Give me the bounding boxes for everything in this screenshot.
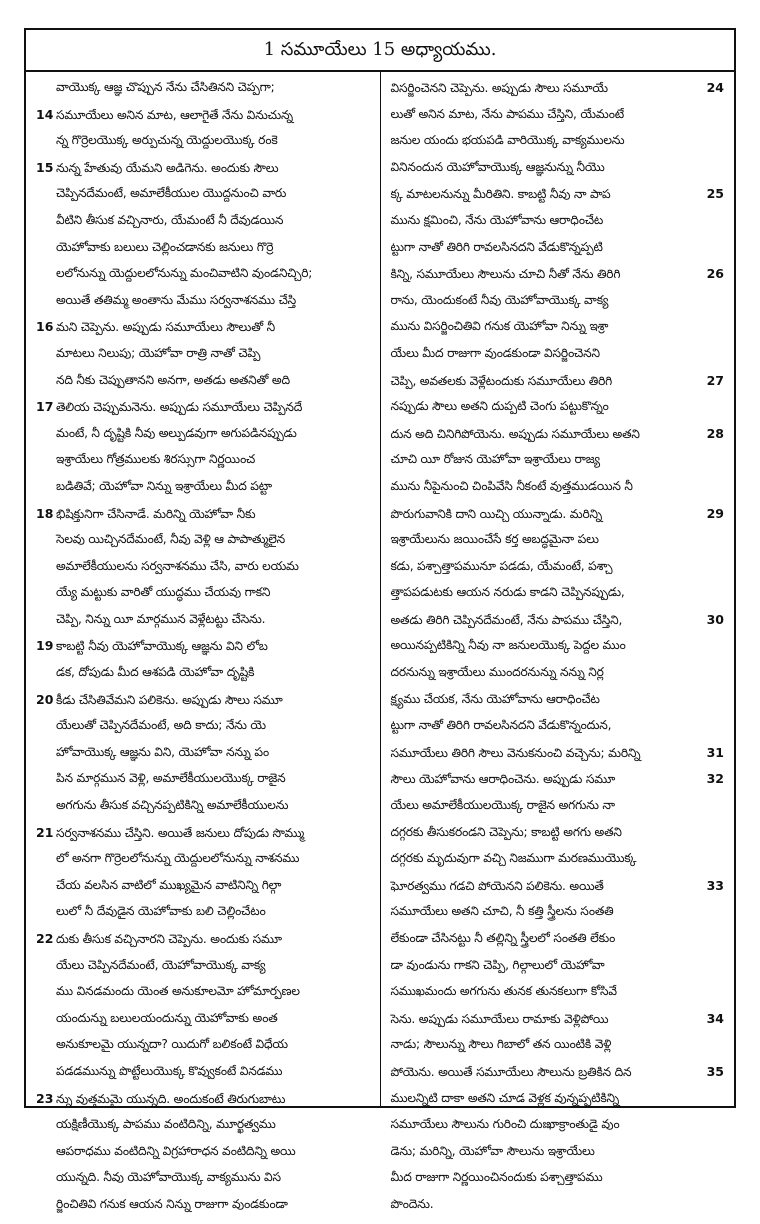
text-line (391, 984, 725, 1011)
text-line (36, 266, 370, 293)
verse-text: బడితివే; యెహోవా నిన్ను ఇశ్రాయేలు మీద పట్టా (56, 478, 272, 493)
verse-text: మంటే, నీ దృష్టికి నీవు అల్పుడవుగా అగుపడినప్పుడు (56, 425, 297, 440)
verse-text: త్తాపపడుటకు ఆయన నరుడు కాడని చెప్పినప్పుడు, (390, 585, 625, 600)
text-line (36, 506, 370, 533)
verse-text: యెహోవాకు బలులు చెల్లించడానకు జనులు గొర్రె (56, 239, 274, 254)
text-line (391, 1144, 725, 1171)
verse-number: 22 (36, 931, 54, 946)
verse-text: అగగును తీసుక వచ్చినప్పటికిన్ని అమాలేకీయులను (56, 798, 289, 813)
verse-text: సర్వనాశనము చేస్తిని. అయితే జనులు దోపుడు సొమ్ము (56, 825, 305, 840)
text-line (391, 745, 725, 772)
text-line (36, 692, 370, 719)
verse-text: అతడు తిరిగి చెప్పినదేమంటే, నేను పాపము చేస్తిని, (390, 612, 623, 627)
text-line (391, 506, 725, 533)
text-line (391, 612, 725, 639)
text-line (36, 1117, 370, 1144)
verse-text: నది నీకు చెప్పుతానని అనగా, అతడు అతనితో అది (56, 372, 290, 387)
verse-text: మును విసర్జించితివి గనుక యెహోవా నిన్ను ఇశ్రా (390, 319, 609, 334)
verse-text: నున్న హేతువు యేమని అడిగెను. అందుకు సౌలు (56, 160, 279, 175)
verse-text: భిషిక్తునిగా చేసినాడే. మరిన్ని యెహోవా నీకు (56, 506, 256, 521)
verse-text: డా వుండును గాకని చెప్పి, గిల్గాలులో యెహోవా (390, 957, 605, 972)
verse-text: యేలు చెప్పినదేమంటే, యెహోవాయొక్క వాక్య (56, 957, 266, 972)
text-line (391, 1170, 725, 1197)
text-line (391, 293, 725, 320)
verse-text: విసర్జించెనని చెప్పెను. అప్పుడు సౌలు సమూయే (390, 81, 608, 95)
text-line (391, 638, 725, 665)
text-line (36, 426, 370, 453)
verse-text: అయినప్పటికిన్ని నీవు నా జనులయొక్క పెద్దల ముం (390, 638, 626, 653)
verse-number: 16 (36, 319, 54, 335)
text-line (36, 718, 370, 745)
text-line (391, 1011, 725, 1038)
text-line (36, 612, 370, 639)
text-line (36, 958, 370, 985)
text-line (391, 585, 725, 612)
text-line (391, 958, 725, 985)
text-line (36, 798, 370, 825)
verse-text: దున అది చినిగిపోయెను. అప్పుడు సమూయేలు అతని (390, 426, 640, 441)
text-line (36, 479, 370, 506)
verse-text: డక, దోపుడు మీద ఆశపడి యెహోవా దృష్టికి (56, 665, 255, 680)
verse-text: క్ష్యము చేయక, నేను యెహోవాను ఆరాధించేట (390, 691, 600, 706)
verse-text: సెను. అప్పుడు సమూయేలు రామాకు వెళ్లిపోయి (390, 1011, 609, 1026)
verse-text: కాబట్టి నీవు యెహోవాయొక్క ఆజ్ఞను విని లోబ (56, 639, 268, 654)
verse-text: వీటిని తీసుక వచ్చినారు, యేమంటే నీ దేవుడయిన (56, 212, 284, 227)
verse-text: యేలు అమాలేకీయులయొక్క రాజైన అగగును నా (390, 798, 615, 813)
verse-text: పోయెను. అయితే సమూయేలు సౌలును బ్రతికిన దిన (390, 1064, 632, 1079)
verse-text: యందున్ను బలులయందున్ను యెహోవాకు అంత (56, 1010, 278, 1025)
text-line (36, 452, 370, 479)
verse-number: 34 (706, 1010, 724, 1026)
text-line (391, 1064, 725, 1091)
text-line (36, 1197, 370, 1224)
text-line (391, 851, 725, 878)
text-line (36, 532, 370, 559)
verse-number: 21 (36, 824, 54, 840)
right-column (380, 72, 735, 1211)
verse-text: దగ్గరకు మృదువుగా వచ్చి నిజముగా మరణముయొక్క (390, 851, 637, 866)
verse-number: 19 (36, 638, 54, 654)
text-line (36, 771, 370, 798)
verse-text: అనుకూలమై యున్నదా? యిదుగో బలికంటే విధేయ (56, 1037, 288, 1052)
verse-text: చెప్పినదేమంటే, అమాలేకీయుల యొద్దనుంచి వారు (56, 186, 287, 201)
chapter-title: 1 సమూయేలు 15 అధ్యాయము. (26, 30, 734, 72)
verse-text: కీడు చేసితివేమని పలికెను. అప్పుడు సౌలు సమూ (56, 692, 283, 707)
text-line (391, 107, 725, 134)
verse-number: 31 (706, 744, 724, 760)
verse-number: 28 (706, 425, 724, 441)
verse-number: 18 (36, 505, 54, 521)
text-line (391, 825, 725, 852)
text-line (36, 399, 370, 426)
text-line (36, 1011, 370, 1038)
verse-text: డెను; మరిన్ని, యెహోవా సౌలును ఇశ్రాయేలు (390, 1143, 595, 1158)
text-line (36, 825, 370, 852)
verse-text: జనుల యందు భయపడి వారియొక్క వాక్యములను (390, 133, 625, 148)
verse-text: అయితే తతిమ్మ అంతాను మేము సర్వనాశనము చేస్తి (56, 292, 296, 307)
verse-text: సమూయేలు అతని చూచి, నీ కత్తి స్త్రీలను సంతతి (390, 904, 614, 919)
text-line (36, 878, 370, 905)
text-line (36, 160, 370, 187)
text-line (36, 745, 370, 772)
verse-text: మీద రాజుగా నిర్ణయించినందుకు పశ్చాత్తాపము (390, 1170, 603, 1185)
verse-text: సమూయేలు సౌలును గురించి దుఃఖాక్రాంతుడై వుం (390, 1117, 620, 1132)
text-line (391, 878, 725, 905)
verse-number: 25 (706, 186, 724, 202)
text-line (36, 293, 370, 320)
text-line (36, 213, 370, 240)
verse-text: మును క్షమించి, నేను యెహోవాను ఆరాధించేట (390, 212, 604, 227)
text-line (36, 638, 370, 665)
verse-text: సమూయేలు తిరిగి సౌలు వెనుకనుంచి వచ్చెను; మరిన్ని (390, 745, 641, 760)
left-column (26, 72, 380, 1211)
verse-number: 30 (706, 611, 724, 627)
verse-text: న్ను వుత్తమమై యున్నది. అందుకంటే తిరుగుబాటు (56, 1091, 286, 1106)
text-line (36, 1091, 370, 1118)
verse-text: ర్జించితివి గనుక ఆయన నిన్ను రాజుగా వుండకుండా (56, 1196, 288, 1211)
verse-text: యేలుతో చెప్పినదేమంటే, అది కాదు; నేను యె (56, 718, 266, 733)
text-line (36, 904, 370, 931)
text-line (391, 1037, 725, 1064)
text-line (36, 80, 370, 107)
verse-text: యక్షిణీయొక్క పాపము వంటిదిన్ని, మూర్ఖత్వము (56, 1117, 276, 1132)
text-line (36, 373, 370, 400)
text-columns (26, 72, 734, 1211)
verse-text: యేలు మీద రాజుగా వుండకుండా విసర్జించెనని (390, 345, 600, 360)
verse-text: లలోనున్ను యెద్దులలోనున్ను మంచివాటిని వుండనిచ్చిరి; (56, 266, 313, 281)
text-line (391, 665, 725, 692)
verse-number: 23 (36, 1090, 54, 1106)
verse-text: పడడమున్ను పొట్టేలుయొక్క కొవ్వుకంటే వినడము (56, 1063, 283, 1078)
verse-text: వాయొక్క ఆజ్ఞ చొప్పున నేను చేసితినని చెప్పగా; (56, 80, 275, 94)
verse-text: లేకుండా చేసినట్టు నీ తల్లిన్ని స్త్రీలలో సంతతి లేకుం (390, 931, 616, 945)
text-line (391, 798, 725, 825)
verse-text: రాను, యెందుకంటే నీవు యెహోవాయొక్క వాక్య (390, 292, 609, 307)
text-line (391, 160, 725, 187)
text-line (36, 585, 370, 612)
verse-text: ట్టుగా నాతో తిరిగి రావలసినదని వేడుకొన్నప్పటి (390, 239, 603, 254)
text-line (391, 426, 725, 453)
verse-text: మని చెప్పెను. అప్పుడు సమూయేలు సౌలుతో నీ (56, 320, 275, 335)
text-line (391, 1091, 725, 1118)
verse-number: 17 (36, 399, 54, 415)
text-line (391, 479, 725, 506)
verse-text: చేయ వలసిన వాటిలో ముఖ్యమైన వాటినిన్ని గిల్గా (56, 877, 282, 892)
verse-text: పొందెను. (390, 1196, 434, 1211)
verse-text: పొరుగువానికి దాని యిచ్చి యున్నాడు. మరిన్ని (390, 506, 602, 521)
verse-text: యున్నది. నీవు యెహోవాయొక్క వాక్యమును విస (56, 1170, 281, 1185)
text-line (391, 319, 725, 346)
verse-text: చెప్పి, నిన్ను యీ మార్గమున వెళ్లేటట్టు చేసెను. (56, 611, 266, 626)
verse-text: చెప్పి, అవతలకు వెళ్లేటందుకు సమూయేలు తిరిగి (390, 373, 613, 388)
text-line (391, 771, 725, 798)
text-line (391, 266, 725, 293)
verse-number: 29 (706, 505, 724, 521)
verse-text: నప్పుడు సౌలు అతని దుప్పటి చెంగు పట్టుకొన్నం (390, 399, 609, 414)
text-line (36, 240, 370, 267)
verse-number: 24 (706, 80, 724, 95)
text-line (391, 452, 725, 479)
verse-text: దగ్గరకు తీసుకరండని చెప్పెను; కాబట్టి అగగు అతని (390, 824, 622, 839)
verse-text: న్న గొర్రెలయొక్క అర్పుచున్న యెద్దులయొక్క రంకె (56, 133, 278, 148)
text-line (36, 186, 370, 213)
verse-text: తెలియ చెప్పుమనెను. అప్పుడు సమూయేలు చెప్పినదే (56, 400, 303, 415)
verse-text: సముఖమందు అగగును తునక తునకలుగా కోసివే (390, 984, 617, 999)
verse-number: 32 (706, 771, 724, 787)
text-line (36, 1144, 370, 1171)
verse-text: నాడు; సౌలున్ను సౌలు గిబాలో తన యింటికి వెళ్లి (390, 1037, 612, 1052)
text-line (36, 1037, 370, 1064)
text-line (36, 319, 370, 346)
text-line (391, 80, 725, 107)
scripture-page (24, 28, 736, 1211)
verse-number: 35 (706, 1063, 724, 1079)
text-line (391, 346, 725, 373)
text-line (391, 399, 725, 426)
text-line (36, 133, 370, 160)
verse-number: 15 (36, 159, 54, 175)
verse-text: హోవాయొక్క ఆజ్ఞను విని, యెహోవా నన్ను పం (56, 744, 269, 759)
verse-text: ములన్నిటి దాకా అతని చూడ వెళ్లక వున్నప్పటికిన్ని (390, 1090, 620, 1105)
verse-text: ము వినడమందు యెంత అనుకూలమో హోమార్పణల (56, 984, 300, 999)
verse-text: ఇశ్రాయేలు గోత్రములకు శిరస్సుగా నిర్ణయించ (56, 452, 256, 467)
verse-text: య్యే మట్టుకు వారితో యుద్ధము చేయవు గాకని (56, 585, 271, 600)
verse-text: దుకు తీసుక వచ్చినారని చెప్పెను. అందుకు సమూ (56, 932, 282, 946)
text-line (36, 1170, 370, 1197)
text-line (36, 107, 370, 134)
text-line (391, 1117, 725, 1144)
verse-text: మాటలు నిలుపు; యెహోవా రాత్రి నాతో చెప్పి (56, 345, 261, 360)
verse-text: లో అనగా గొర్రెలలోనున్ను యెద్దులలోనున్ను నాశనము (56, 851, 300, 866)
verse-text: కిన్ని, సమూయేలు సౌలును చూచి నీతో నేను తిరిగి (390, 267, 621, 282)
verse-text: ఘోరత్వము గడచి పోయెనని పలికెను. అయితే (390, 878, 604, 893)
text-line (36, 931, 370, 958)
text-line (391, 532, 725, 559)
text-line (391, 931, 725, 958)
text-line (391, 904, 725, 931)
verse-text: వినినందున యెహోవాయొక్క ఆజ్ఞనున్ను నీయొ (390, 159, 605, 174)
verse-number: 20 (36, 691, 54, 707)
text-line (391, 718, 725, 745)
verse-text: దరనున్ను ఇశ్రాయేలు ముందరనున్ను నన్ను నిర్ల (390, 665, 604, 680)
text-line (391, 559, 725, 586)
text-line (36, 559, 370, 586)
text-line (36, 665, 370, 692)
verse-text: సౌలు యెహోవాను ఆరాధించెను. అప్పుడు సమూ (390, 772, 616, 787)
verse-text: కడు, పశ్చాత్తాపమునూ పడడు, యేమంటే, పశ్చా (390, 558, 613, 573)
verse-text: లుతో అనిన మాట, నేను పాపము చేస్తిని, యేమంటే (390, 106, 624, 121)
verse-text: ట్టుగా నాతో తిరిగి రావలసినదని వేడుకొన్నందున, (390, 718, 612, 733)
text-line (36, 1064, 370, 1091)
text-line (391, 213, 725, 240)
text-line (391, 186, 725, 213)
text-line (391, 133, 725, 160)
verse-number: 33 (706, 877, 724, 893)
verse-number: 27 (706, 372, 724, 388)
text-line (391, 373, 725, 400)
verse-text: క్క మాటలనున్ను మీరితిని. కాబట్టి నీవు నా పాప (390, 187, 611, 202)
verse-number: 26 (706, 266, 724, 282)
text-line (36, 346, 370, 373)
verse-text: ఇశ్రాయేలును జయించేసే కర్త అబద్ధమైనా పలు (390, 532, 599, 547)
verse-text: చూచి యీ రోజున యెహోవా ఇశ్రాయేలు రాజ్య (390, 452, 600, 467)
verse-text: అమాలేకీయులను సర్వనాశనము చేసి, వారు లయమ (56, 558, 299, 573)
text-line (391, 240, 725, 267)
text-line (391, 1197, 725, 1224)
text-line (391, 692, 725, 719)
verse-text: పిన మార్గమున వెళ్లి, అమాలేకీయులయొక్క రాజైన (56, 771, 286, 786)
text-line (36, 984, 370, 1011)
verse-text: లులో నీ దేవుడైన యెహోవాకు బలి చెల్లించేటం (56, 904, 266, 919)
text-line (36, 851, 370, 878)
verse-text: సమూయేలు అనిన మాట, ఆలాగైతే నేను వినుచున్న (56, 107, 293, 122)
verse-number: 14 (36, 106, 54, 122)
verse-text: సెలవు యిచ్చినదేమంటే, నీవు వెళ్లి ఆ పాపాత్ములైన (56, 532, 285, 547)
verse-text: ఆపరాధము వంటిదిన్ని విగ్రహారాధన వంటిదిన్ని అయి (56, 1143, 296, 1158)
verse-text: మును నీపైనుంచి చింపివేసి నీకంటే వుత్తముడయిన నీ (390, 478, 633, 493)
